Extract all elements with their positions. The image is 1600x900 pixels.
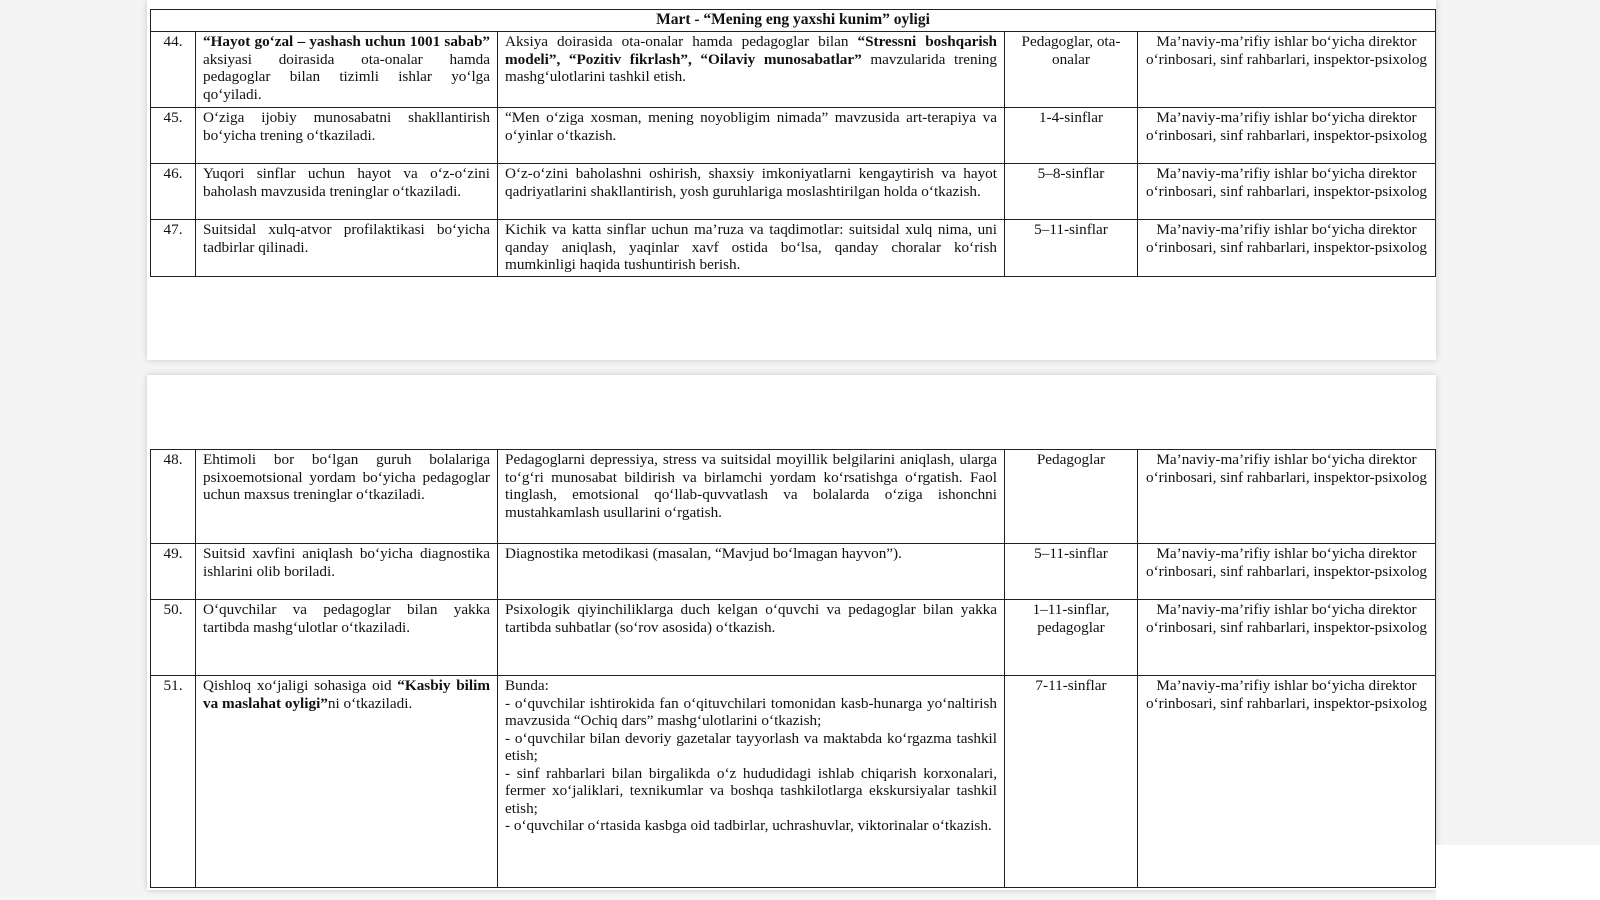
table-row <box>151 450 1436 544</box>
event-cell: Suitsid xavfini aniqlash bo‘yicha diagnostika ishlarini olib boriladi. <box>196 544 498 600</box>
description-line: - o‘quvchilar ishtirokida fan o‘qituvchilari tomonidan kasb-hunarga yo‘naltirish mavzusida “Ochiq dars” mashg‘ulotlarini o‘tkazish; <box>505 694 997 729</box>
description-cell: Psixologik qiyinchiliklarga duch kelgan o‘quvchi va pedagoglar bilan yakka tartibda suhbatlar (so‘rov asosida) o‘tkazish. <box>498 600 1005 676</box>
event-bold-text: “Kasbiy bilim va maslahat oyligi” <box>203 677 490 712</box>
month-header-row <box>151 10 1436 32</box>
responsible-cell: Ma’naviy-ma’rifiy ishlar bo‘yicha direktor o‘rinbosari, sinf rahbarlari, inspektor-psixolog <box>1138 32 1436 108</box>
row-number: 50. <box>151 600 196 676</box>
description-cell: O‘z-o‘zini baholashni oshirish, shaxsiy imkoniyatlarni kengaytirish va hayot qadriyatlarini shakllantirish, yosh guruhlariga moslashtirilgan holda o‘tkazish. <box>498 164 1005 220</box>
event-cell: O‘quvchilar va pedagoglar bilan yakka tartibda mashg‘ulotlar o‘tkaziladi. <box>196 600 498 676</box>
table-row <box>151 544 1436 600</box>
event-cell: O‘ziga ijobiy munosabatni shakllantirish bo‘yicha trening o‘tkaziladi. <box>196 108 498 164</box>
row-number: 47. <box>151 220 196 277</box>
event-cell: Yuqori sinflar uchun hayot va o‘z-o‘zini baholash mavzusida treninglar o‘tkaziladi. <box>196 164 498 220</box>
event-cell: Ehtimoli bor bo‘lgan guruh bolalariga psixoemotsional yordam bo‘yicha pedagoglar uchun maxsus treninglar o‘tkaziladi. <box>196 450 498 544</box>
description-line: - o‘quvchilar o‘rtasida kasbga oid tadbirlar, uchrashuvlar, viktorinalar o‘tkazish. <box>505 817 992 834</box>
row-number: 49. <box>151 544 196 600</box>
document-page-bottom <box>147 375 1436 890</box>
description-line: Bunda: <box>505 677 549 694</box>
participants-cell: 7-11-sinflar <box>1005 676 1138 888</box>
responsible-cell: Ma’naviy-ma’rifiy ishlar bo‘yicha direktor o‘rinbosari, sinf rahbarlari, inspektor-psixolog <box>1138 450 1436 544</box>
event-cell <box>196 676 498 888</box>
row-number: 45. <box>151 108 196 164</box>
responsible-cell: Ma’naviy-ma’rifiy ishlar bo‘yicha direktor o‘rinbosari, sinf rahbarlari, inspektor-psixolog <box>1138 164 1436 220</box>
description-line: - sinf rahbarlari bilan birgalikda o‘z hududidagi ishlab chiqarish korxonalari, fermer xo‘jaliklari, texnikumlar va boshqa tashkilotlarga ekskursiyalar tashkil etish; <box>505 764 997 817</box>
row-number: 51. <box>151 676 196 888</box>
responsible-cell: Ma’naviy-ma’rifiy ishlar bo‘yicha direktor o‘rinbosari, sinf rahbarlari, inspektor-psixolog <box>1138 220 1436 277</box>
participants-cell: 5–11-sinflar <box>1005 220 1138 277</box>
table-row <box>151 676 1436 888</box>
description-line: - o‘quvchilar bilan devoriy gazetalar tayyorlash va maktabda ko‘rgazma tashkil etish; <box>505 729 997 764</box>
description-bold-text: “Stressni boshqarish modeli”, “Pozitiv fikrlash”, “Oilaviy munosabatlar” <box>505 33 997 68</box>
table-row <box>151 164 1436 220</box>
description-cell: Kichik va katta sinflar uchun ma’ruza va taqdimotlar: suitsidal xulq nima, uni qanday aniqlash, yaqinlar xavf ostida bo‘lsa, qanday choralar ko‘rish mumkinligi haqida tushuntirish berish. <box>498 220 1005 277</box>
responsible-cell: Ma’naviy-ma’rifiy ishlar bo‘yicha direktor o‘rinbosari, sinf rahbarlari, inspektor-psixolog <box>1138 108 1436 164</box>
description-text: Aksiya doirasida ota-onalar hamda pedagoglar bilan <box>505 33 858 50</box>
description-cell <box>498 32 1005 108</box>
description-text: mavzularida trening mashg‘ulotlarini tashkil etish. <box>505 50 997 85</box>
month-header: Mart - “Mening eng yaxshi kunim” oyligi <box>151 10 1436 32</box>
event-cell: Suitsidal xulq-atvor profilaktikasi bo‘yicha tadbirlar qilinadi. <box>196 220 498 277</box>
participants-cell: 1-4-sinflar <box>1005 108 1138 164</box>
table-row <box>151 108 1436 164</box>
responsible-cell: Ma’naviy-ma’rifiy ishlar bo‘yicha direktor o‘rinbosari, sinf rahbarlari, inspektor-psixolog <box>1138 676 1436 888</box>
description-cell: Diagnostika metodikasi (masalan, “Mavjud bo‘lmagan hayvon”). <box>498 544 1005 600</box>
table-row <box>151 220 1436 277</box>
white-corner-patch <box>1436 845 1600 900</box>
responsible-cell: Ma’naviy-ma’rifiy ishlar bo‘yicha direktor o‘rinbosari, sinf rahbarlari, inspektor-psixolog <box>1138 544 1436 600</box>
participants-cell: 5–8-sinflar <box>1005 164 1138 220</box>
row-number: 48. <box>151 450 196 544</box>
description-cell: Pedagoglarni depressiya, stress va suitsidal moyillik belgilarini aniqlash, ularga to‘g‘ri munosabat bildirish va birlamchi yordam ko‘rsatishga o‘rgatish. Faol tinglash, emotsional qo‘llab-quvvatlash va bolalarda o‘ziga ishonchni mustahkamlash usullarini o‘rgatish. <box>498 450 1005 544</box>
table-row <box>151 600 1436 676</box>
description-cell: “Men o‘ziga xosman, mening noyobligim nimada” mavzusida art-terapiya va o‘yinlar o‘tkazish. <box>498 108 1005 164</box>
event-text: ni o‘tkaziladi. <box>327 694 413 712</box>
plan-table-top <box>150 9 1436 277</box>
row-number: 44. <box>151 32 196 108</box>
participants-cell: Pedagoglar, ota-onalar <box>1005 32 1138 108</box>
participants-cell: 1–11-sinflar, pedagoglar <box>1005 600 1138 676</box>
row-number: 46. <box>151 164 196 220</box>
event-text: aksiyasi doirasida ota-onalar hamda pedagoglar bilan tizimli ishlar yo‘lga qo‘yiladi. <box>203 50 490 103</box>
event-bold-text: “Hayot go‘zal – yashash uchun 1001 sabab” <box>203 33 490 50</box>
event-cell <box>196 32 498 108</box>
participants-cell: Pedagoglar <box>1005 450 1138 544</box>
responsible-cell: Ma’naviy-ma’rifiy ishlar bo‘yicha direktor o‘rinbosari, sinf rahbarlari, inspektor-psixolog <box>1138 600 1436 676</box>
participants-cell: 5–11-sinflar <box>1005 544 1138 600</box>
table-row <box>151 32 1436 108</box>
document-page-top <box>147 0 1436 360</box>
plan-table-bottom <box>150 449 1436 888</box>
description-cell <box>498 676 1005 888</box>
event-text: Qishloq xo‘jaligi sohasiga oid <box>203 677 398 694</box>
